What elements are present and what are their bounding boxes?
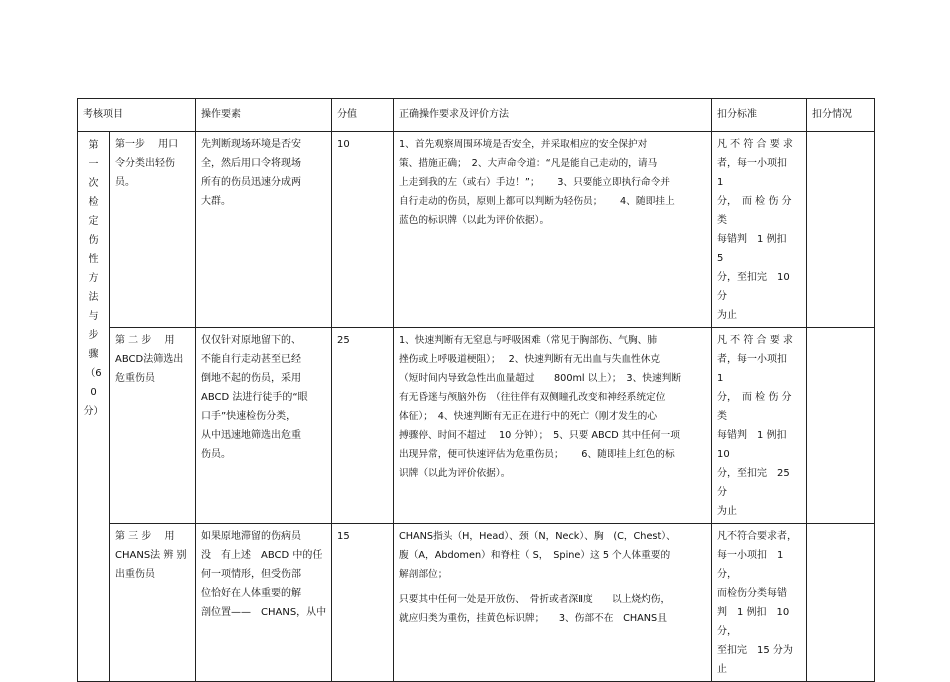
header-deduct: 扣分标准 [712,99,807,132]
header-score: 分值 [332,99,394,132]
element-cell: 如果原地滞留的伤病员 没 有上述 ABCD 中的任 何一项情形，但受伤部 位恰好在人体重要的解 剖位置—— CHANS，从中 [196,524,332,682]
score-cell: 25 [332,328,394,524]
step-cell: 第一步 用口 令分类出轻伤 员。 [110,132,196,328]
table-row [78,524,875,682]
deduct-cell: 凡 不 符 合 要 求 者，每一小项扣 1 分， 而 检 伤 分 类 每错判 1 例扣 5 分，至扣完 10 分 为止 [712,132,807,328]
method-cell: 1、首先观察周围环境是否安全，并采取相应的安全保护对 策、措施正确； 2、大声命令道：“凡是能自己走动的，请马 上走到我的左（或右）手边！”； 3、只要能立即执行命令并 自行走动的伤员，原则上都可以判断为轻伤员； 4、随即挂上 蓝色的标识牌（以此为评价依据）。 [394,132,712,328]
header-item: 考核项目 [78,99,196,132]
method-cell: 1、快速判断有无窒息与呼吸困难（常见于胸部伤、气胸、肺 挫伤或上呼吸道梗阻）； 2、快速判断有无出血与失血性休克 （短时间内导致急性出血量超过 800ml 以上）； 3、快速判断 有无昏迷与颅脑外伤 （往往伴有双侧瞳孔改变和神经系统定位 体征）； 4、快速判断有无正在进行中的死亡（刚才发生的心 搏骤停、时间不超过 10 分钟）； 5、只要 ABCD 其中任何一项 出现异常，便可快速评估为危重伤员； 6、随即挂上红色的标 识牌（以此为评价依据）。 [394,328,712,524]
table-row [78,328,875,524]
element-cell: 仅仅针对原地留下的、 不能自行走动甚至已经 倒地不起的伤员，采用 ABCD 法进行徒手的“眼 口手”快速检伤分类， 从中迅速地筛选出危重 伤员。 [196,328,332,524]
step-cell: 第 二 步 用 ABCD法筛选出 危重伤员 [110,328,196,524]
header-status: 扣分情况 [807,99,875,132]
status-cell [807,524,875,682]
section-label: 第 一 次 检 定 伤 性 方 法 与 步 骤 （6 0 分） [78,132,110,682]
table-row [78,132,875,328]
score-cell: 10 [332,132,394,328]
element-cell: 先判断现场环境是否安 全，然后用口令将现场 所有的伤员迅速分成两 大群。 [196,132,332,328]
deduct-cell: 凡 不 符 合 要 求 者，每一小项扣 1 分， 而 检 伤 分 类 每错判 1 例扣 10 分，至扣完 25 分 为止 [712,328,807,524]
status-cell [807,132,875,328]
method-cell: CHANS指头（H，Head）、颈（N，Neck）、胸 (C，Chest）、 腹（A，Abdomen）和脊柱（ S， Spine）这 5 个人体重要的 解剖部位； 只要其中任何一处是开放伤、 骨折或者深Ⅱ度 以上烧灼伤， 就应归类为重伤，挂黄色标识牌； 3、伤部不在 CHANS且 [394,524,712,682]
assessment-table [77,98,875,682]
header-element: 操作要素 [196,99,332,132]
deduct-cell: 凡不符合要求者， 每一小项扣 1 分， 而检伤分类每错 判 1 例扣 10 分， 至扣完 15 分为止 [712,524,807,682]
header-method: 正确操作要求及评价方法 [394,99,712,132]
score-cell: 15 [332,524,394,682]
step-cell: 第 三 步 用 CHANS法 辨 别 出重伤员 [110,524,196,682]
status-cell [807,328,875,524]
header-row [78,99,875,132]
